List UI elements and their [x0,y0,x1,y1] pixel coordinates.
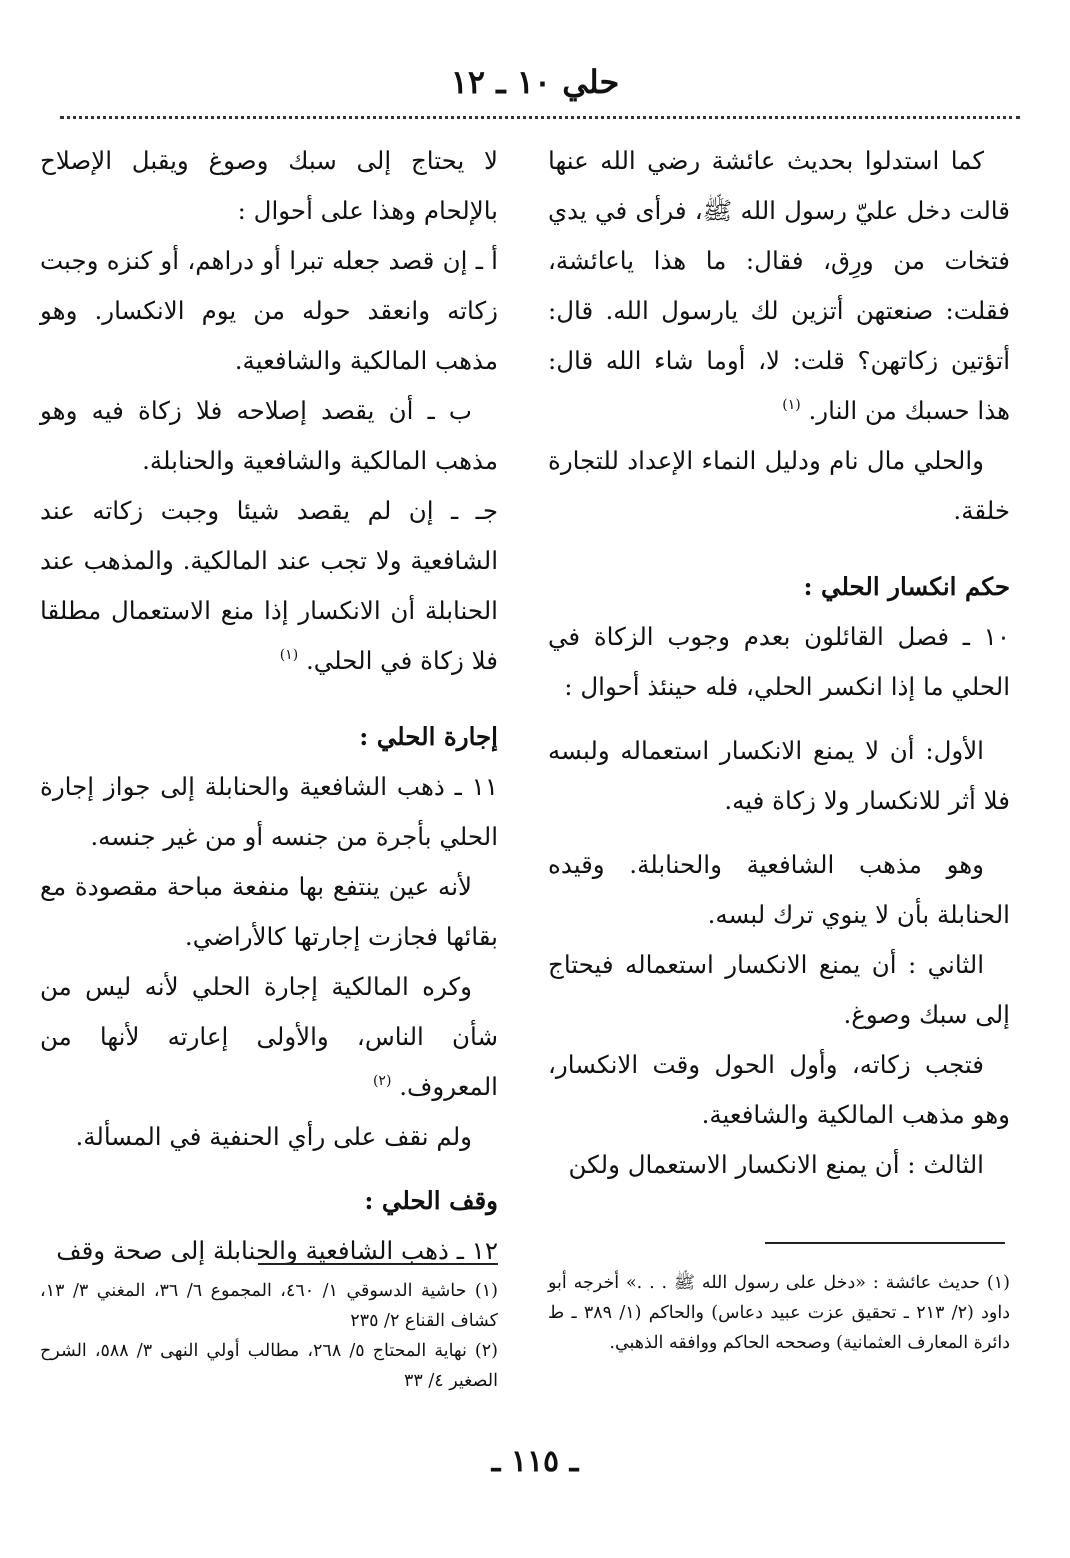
footnote: (١) حديث عائشة : «دخل على رسول الله ﷺ . . .» أخرجه أبو داود (٢/ ٢١٣ ـ تحقيق عزت عبيد دعاس) والحاكم (١/ ٣٨٩ ـ ط دائرة المعارف العثمانية) وصححه الحاكم ووافقه الذهبي. [548,1273,1010,1353]
paragraph: جـ ـ إن لم يقصد شيئا وجبت زكاته عند الشافعية ولا تجب عند المالكية. والمذهب عند الحنابلة أن الانكسار إذا منع الاستعمال مطلقا فلا زكاة في الحلي. $^{(١)}$ [40,496,498,675]
paragraph: ١١ ـ ذهب الشافعية والحنابلة إلى جواز إجارة الحلي بأجرة من جنسه أو من غير جنسه. [40,772,498,851]
paragraph: الأول: أن لا يمنع الانكسار استعماله ولبسه فلا أثر للانكسار ولا زكاة فيه. [548,736,1010,815]
paragraph: وكره المالكية إجارة الحلي لأنه ليس من شأن الناس، والأولى إعارته لأنها من المعروف. $^{(٢)}$ [40,972,498,1101]
paragraph: ولم نقف على رأي الحنفية في المسألة. [75,1122,472,1151]
paragraph: والحلي مال نام ودليل النماء الإعداد للتجارة خلقة. [548,446,1010,525]
paragraph: ١٢ ـ ذهب الشافعية والحنابلة إلى صحة وقف [56,1236,498,1265]
footnote: (٢) نهاية المحتاج ٥/ ٢٦٨، مطالب أولي النهى ٣/ ٥٨٨، الشرح الصغير ٤/ ٣٣ [40,1341,498,1391]
footnotes-right [548,1268,1010,1358]
footnote: (١) حاشية الدسوقي ١/ ٤٦٠، المجموع ٦/ ٣٦، المغني ٣/ ١٣، كشاف القناع ٢/ ٢٣٥ [40,1281,498,1331]
paragraph: لا يحتاج إلى سبك وصوغ ويقبل الإصلاح بالإلحام وهذا على أحوال : [40,146,498,225]
section-heading: وقف الحلي : [364,1186,498,1215]
paragraph: الثاني : أن يمنع الانكسار استعماله فيحتاج إلى سبك وصوغ. [548,950,1010,1029]
footnotes-left [40,1276,498,1396]
paragraph: الثالث : أن يمنع الانكسار الاستعمال ولكن [568,1150,984,1179]
footnote-separator [765,1242,1005,1244]
page-number: ـ ١١٥ ـ [491,1444,579,1479]
header-dotted-rule [60,116,1020,119]
paragraph: فتجب زكاته، وأول الحول وقت الانكسار، وهو مذهب المالكية والشافعية. [548,1050,1010,1129]
paragraph: كما استدلوا بحديث عائشة رضي الله عنها قالت دخل عليّ رسول الله ﷺ، فرأى في يدي فتخات من ورِق، فقال: ما هذا ياعائشة، فقلت: صنعتهن أتزين لك يارسول الله. قال: أتؤتين زكاتهن؟ قلت: لا، أوما شاء الله قال: هذا حسبك من النار. $^{(١)}$ [548,146,1010,425]
footnote-ref[interactable]: (١) [279,647,299,663]
left-column [40,136,498,1276]
footnote-ref[interactable]: (١) [782,397,801,413]
paragraph: وهو مذهب الشافعية والحنابلة. وقيده الحنابلة بأن لا ينوي ترك لبسه. [548,850,1010,929]
right-column [548,136,1010,1190]
running-header: حلي ١٠ ـ ١٢ [450,63,620,101]
paragraph: ١٠ ـ فصل القائلون بعدم وجوب الزكاة في الحلي ما إذا انكسر الحلي، فله حينئذ أحوال : [548,622,1010,701]
paragraph: أ ـ إن قصد جعله تبرا أو دراهم، أو كنزه وجبت زكاته وانعقد حوله من يوم الانكسار. وهو مذهب المالكية والشافعية. [40,246,498,375]
paragraph: ب ـ أن يقصد إصلاحه فلا زكاة فيه وهو مذهب المالكية والشافعية والحنابلة. [40,396,498,475]
paragraph: لأنه عين ينتفع بها منفعة مباحة مقصودة مع بقائها فجازت إجارتها كالأراضي. [40,872,498,951]
section-heading: حكم انكسار الحلي : [803,572,1010,601]
footnote-ref[interactable]: (٢) [372,1073,392,1089]
footnote-separator [258,1263,498,1265]
section-heading: إجارة الحلي : [359,722,498,751]
